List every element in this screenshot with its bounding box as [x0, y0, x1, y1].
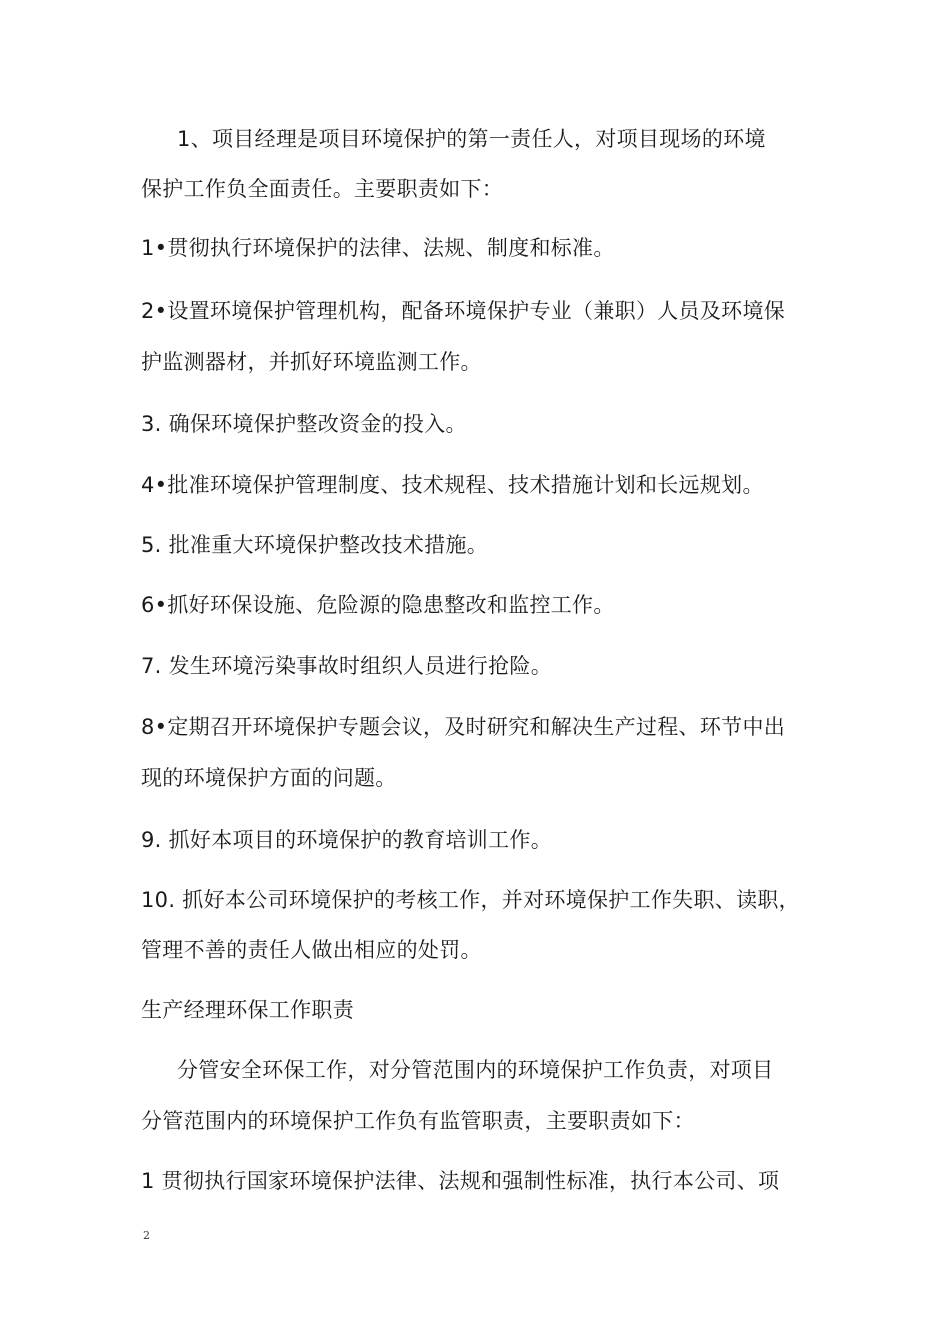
paragraph-line: 1、项目经理是项目环境保护的第一责任人，对项目现场的环境	[177, 127, 766, 151]
list-item: 3. 确保环境保护整改资金的投入。	[141, 412, 467, 436]
paragraph-line: 保护工作负全面责任。主要职责如下：	[141, 177, 504, 201]
list-item: 4•批准环境保护管理制度、技术规程、技术措施计划和长远规划。	[141, 473, 764, 497]
list-item: 1•贯彻执行环境保护的法律、法规、制度和标准。	[141, 236, 615, 260]
paragraph-line: 现的环境保护方面的问题。	[141, 766, 397, 790]
paragraph-line: 管理不善的责任人做出相应的处罚。	[141, 938, 482, 962]
list-item: 1 贯彻执行国家环境保护法律、法规和强制性标准，执行本公司、项	[141, 1169, 780, 1193]
list-item: 9. 抓好本项目的环境保护的教育培训工作。	[141, 828, 553, 852]
list-item: 10. 抓好本公司环境保护的考核工作，并对环境保护工作失职、读职，	[141, 888, 800, 912]
list-item: 8•定期召开环境保护专题会议，及时研究和解决生产过程、环节中出	[141, 715, 786, 739]
list-item: 2•设置环境保护管理机构，配备环境保护专业（兼职）人员及环境保	[141, 299, 786, 323]
list-item: 6•抓好环保设施、危险源的隐患整改和监控工作。	[141, 593, 615, 617]
list-item: 5. 批准重大环境保护整改技术措施。	[141, 533, 489, 557]
paragraph-line: 护监测器材，并抓好环境监测工作。	[141, 350, 482, 374]
page-number: 2	[143, 1229, 150, 1242]
section-heading: 生产经理环保工作职责	[141, 998, 354, 1022]
list-item: 7. 发生环境污染事故时组织人员进行抢险。	[141, 654, 553, 678]
paragraph-line: 分管范围内的环境保护工作负有监管职责，主要职责如下：	[141, 1109, 695, 1133]
paragraph-line: 分管安全环保工作，对分管范围内的环境保护工作负责，对项目	[177, 1058, 774, 1082]
